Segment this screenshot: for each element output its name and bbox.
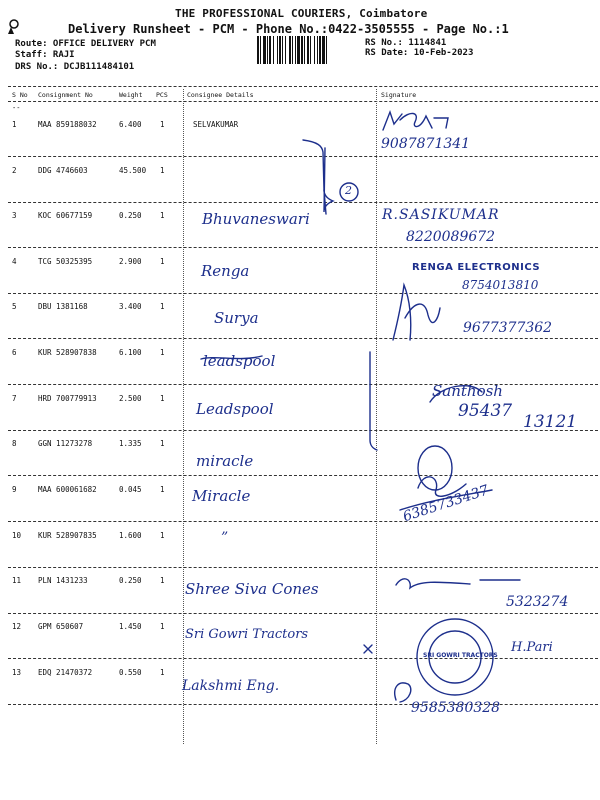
col-header-sno: S No bbox=[12, 91, 28, 99]
cell-pcs: 1 bbox=[160, 257, 165, 266]
r9-consignee-name: Miracle bbox=[192, 487, 251, 505]
cell-consignment-no: DBU 1381168 bbox=[38, 302, 88, 311]
cell-pcs: 1 bbox=[160, 348, 165, 357]
col-header-weight: Weight bbox=[119, 91, 143, 99]
col-header-consignment: Consignment No bbox=[38, 91, 93, 99]
cell-consignment-no: KUR 528907835 bbox=[38, 531, 97, 540]
cell-pcs: 1 bbox=[160, 302, 165, 311]
cell-pcs: 1 bbox=[160, 166, 165, 175]
r12-consignee-name: Sri Gowri Tractors bbox=[185, 627, 309, 642]
r3-signature: R.SASIKUMAR bbox=[382, 207, 500, 223]
rs-number: RS No.: 1114841 bbox=[365, 38, 447, 48]
r11-phone: 5323274 bbox=[506, 594, 569, 610]
r7-phone-part-a: 95437 bbox=[458, 401, 513, 421]
cell-weight: 1.335 bbox=[119, 439, 142, 448]
cell-sno: 6 bbox=[12, 348, 17, 357]
r4-consignee-name: Renga bbox=[201, 262, 250, 280]
cell-pcs: 1 bbox=[160, 576, 165, 585]
cell-pcs: 1 bbox=[160, 531, 165, 540]
r3-consignee-name: Bhuvaneswari bbox=[202, 210, 310, 228]
cell-consignment-no: EDQ 21470372 bbox=[38, 668, 93, 677]
company-name: THE PROFESSIONAL COURIERS, Coimbatore bbox=[175, 7, 428, 20]
r5-consignee-name: Surya bbox=[214, 309, 259, 327]
cell-pcs: 1 bbox=[160, 439, 165, 448]
r12-signature: H.Pari bbox=[511, 640, 553, 655]
r9-phone: 6385733437 bbox=[401, 482, 491, 526]
col-header-consignee: Consignee Details bbox=[187, 91, 254, 99]
cell-consignment-no: HRD 700779913 bbox=[38, 394, 97, 403]
r10-ditto-mark: ” bbox=[221, 530, 229, 546]
cell-sno: 4 bbox=[12, 257, 17, 266]
cell-consignment-no: MAA 859188032 bbox=[38, 120, 97, 129]
staff-label: Staff: RAJI bbox=[15, 50, 75, 60]
cell-consignment-no: TCG 50325395 bbox=[38, 257, 93, 266]
cell-consignment-no: KUR 528907838 bbox=[38, 348, 97, 357]
r3-phone: 8220089672 bbox=[406, 229, 496, 245]
cell-consignment-no: MAA 600061682 bbox=[38, 485, 97, 494]
r8-consignee-name: miracle bbox=[196, 452, 254, 470]
cell-weight: 6.100 bbox=[119, 348, 142, 357]
r2-circled-number: 2 bbox=[345, 184, 352, 197]
cell-weight: 0.045 bbox=[119, 485, 142, 494]
r4-stamp: RENGA ELECTRONICS bbox=[412, 262, 541, 273]
cell-sno: 1 bbox=[12, 120, 17, 129]
r1-signature-phone: 9087871341 bbox=[381, 136, 471, 152]
cell-sno: 13 bbox=[12, 668, 22, 677]
cell-consignment-no: GGN 11273278 bbox=[38, 439, 93, 448]
cell-weight: 2.900 bbox=[119, 257, 142, 266]
cell-pcs: 1 bbox=[160, 211, 165, 220]
cell-weight: 0.250 bbox=[119, 576, 142, 585]
cell-pcs: 1 bbox=[160, 622, 165, 631]
cell-sno: 9 bbox=[12, 485, 17, 494]
cell-consignment-no: KOC 60677159 bbox=[38, 211, 93, 220]
r7-consignee-name: Leadspool bbox=[196, 400, 274, 418]
r7-phone-part-b: 13121 bbox=[523, 412, 578, 432]
cell-sno: 8 bbox=[12, 439, 17, 448]
cell-pcs: 1 bbox=[160, 120, 165, 129]
cell-sno: 10 bbox=[12, 531, 22, 540]
runsheet-title: Delivery Runsheet - PCM - Phone No.:0422-3505555 - Page No.:1 bbox=[68, 22, 509, 36]
r6-signature: Santhosh bbox=[432, 382, 503, 400]
rs-date: RS Date: 10-Feb-2023 bbox=[365, 48, 474, 58]
cell-consignee: SELVAKUMAR bbox=[193, 120, 239, 129]
cell-sno: 5 bbox=[12, 302, 17, 311]
cell-weight: 2.500 bbox=[119, 394, 142, 403]
cell-weight: 3.400 bbox=[119, 302, 142, 311]
cell-weight: 1.450 bbox=[119, 622, 142, 631]
cell-weight: 0.250 bbox=[119, 211, 142, 220]
r5-phone: 9677377362 bbox=[463, 320, 553, 336]
cell-sno: 7 bbox=[12, 394, 17, 403]
cell-consignment-no: DDG 4746603 bbox=[38, 166, 88, 175]
cell-weight: 0.550 bbox=[119, 668, 142, 677]
r6-consignee-name: leadspool bbox=[203, 352, 276, 370]
r11-consignee-name: Shree Siva Cones bbox=[185, 580, 319, 598]
cell-consignment-no: GPM 650607 bbox=[38, 622, 84, 631]
col-header-pcs: PCS bbox=[156, 91, 168, 99]
cell-weight: 1.600 bbox=[119, 531, 142, 540]
cell-sno: 11 bbox=[12, 576, 22, 585]
cell-weight: 45.500 bbox=[119, 166, 147, 175]
cell-pcs: 1 bbox=[160, 394, 165, 403]
cell-weight: 6.400 bbox=[119, 120, 142, 129]
r13-phone: 9585380328 bbox=[411, 700, 501, 716]
r12-stamp: SRI GOWRI TRACTORS bbox=[423, 652, 498, 659]
cell-sno: 3 bbox=[12, 211, 17, 220]
r13-consignee-name: Lakshmi Eng. bbox=[182, 678, 280, 694]
r4-phone: 8754013810 bbox=[462, 278, 539, 292]
col-header-signature: Signature bbox=[381, 91, 417, 99]
cell-sno: 2 bbox=[12, 166, 17, 175]
drs-number: DRS No.: DCJB111484101 bbox=[15, 62, 135, 72]
runsheet-page: THE PROFESSIONAL COURIERS, Coimbatore Delivery Runsheet - PCM - Phone No.:0422-3505555 - Page No.:1 Route: OFFICE DELIVERY PCM Staff: RAJI DRS No.: DCJB111484101 RS No.: 1114841 RS Date: 10-Feb-2023 S No Consignment No Weight PCS Consignee Details Signature -- 1 MAA 859188032 6.400 1 SELVAKUMAR 2 DDG 4746603 45.500 1 3 KOC 60677159 0.250 1 4 TCG 50325395 2.900 1 5 DBU 1381168 3.400 1 6 KUR 528907838 6.100 1 7 HRD 700779913 2.500 1 8 GGN 11273278 1.335 1 9 MAA 600061682 0.045 1 10 KUR 528907835 1.600 1 11 PLN 1431233 0.250 1 12 GPM 650607 1.450 1 13 EDQ 21470372 0.550 1 9087871341 2 Bhuvaneswari R.SASIKUMAR 8220089672 Renga RENGA ELECTRONICS 8754013810 Surya 9677377362 leadspool Santhosh Leadspool 95437 13121 miracle Miracle 6385733437 ” Shree Siva Cones 5323274 Sri Gowri Tractors H.Pari SRI GOWRI TRACTORS Lakshmi Eng. 9585380328 bbox=[0, 0, 600, 800]
route-label: Route: OFFICE DELIVERY PCM bbox=[15, 39, 156, 49]
cell-pcs: 1 bbox=[160, 668, 165, 677]
cell-sno: 12 bbox=[12, 622, 22, 631]
cell-pcs: 1 bbox=[160, 485, 165, 494]
cell-consignment-no: PLN 1431233 bbox=[38, 576, 88, 585]
